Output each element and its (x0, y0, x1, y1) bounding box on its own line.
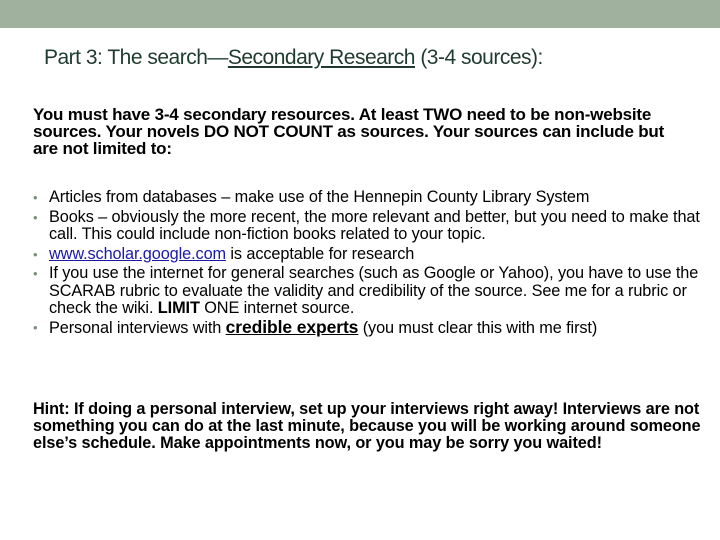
intro-paragraph: You must have 3-4 secondary resources. At least TWO need to be non-website sources. Your novels DO NOT COUNT as sources. Your sources can include but are not limited to: (33, 105, 665, 158)
title-underlined: Secondary Research (227, 46, 415, 69)
list-item: • If you use the internet for general searches (such as Google or Yahoo), you have to use the SCARAB rubric to evaluate the validity and credibility of the source. See me for a rubric or check the wiki. LIMIT ONE internet source. (33, 265, 703, 317)
list-item: • www.scholar.google.com is acceptable for research (33, 246, 703, 263)
slide-title (44, 46, 543, 70)
scholar-link[interactable]: www.scholar.google.com (49, 244, 226, 263)
intro-emphasis: DO NOT COUNT (203, 122, 333, 141)
list-item: • Personal interviews with credible experts (you must clear this with me first) (33, 319, 703, 337)
limit-emphasis: LIMIT (157, 298, 200, 317)
title-suffix: (3-4 sources): (414, 46, 543, 69)
title-prefix: Part 3: The search— (44, 46, 228, 69)
credible-experts-emphasis: credible experts (225, 317, 359, 338)
top-accent-bar (0, 0, 720, 28)
sources-list (33, 189, 703, 340)
list-item: • Articles from databases – make use of the Hennepin County Library System (33, 189, 703, 206)
list-item: • Books – obviously the more recent, the more relevant and better, but you need to make that call. This could include non-fiction books related to your topic. (33, 209, 703, 243)
hint-paragraph: Hint: If doing a personal interview, set up your interviews right away! Interviews are not something you can do at the last minute, because you will be working around someone else’s schedule. Make appointments now, or you may be sorry you waited! (33, 400, 701, 453)
